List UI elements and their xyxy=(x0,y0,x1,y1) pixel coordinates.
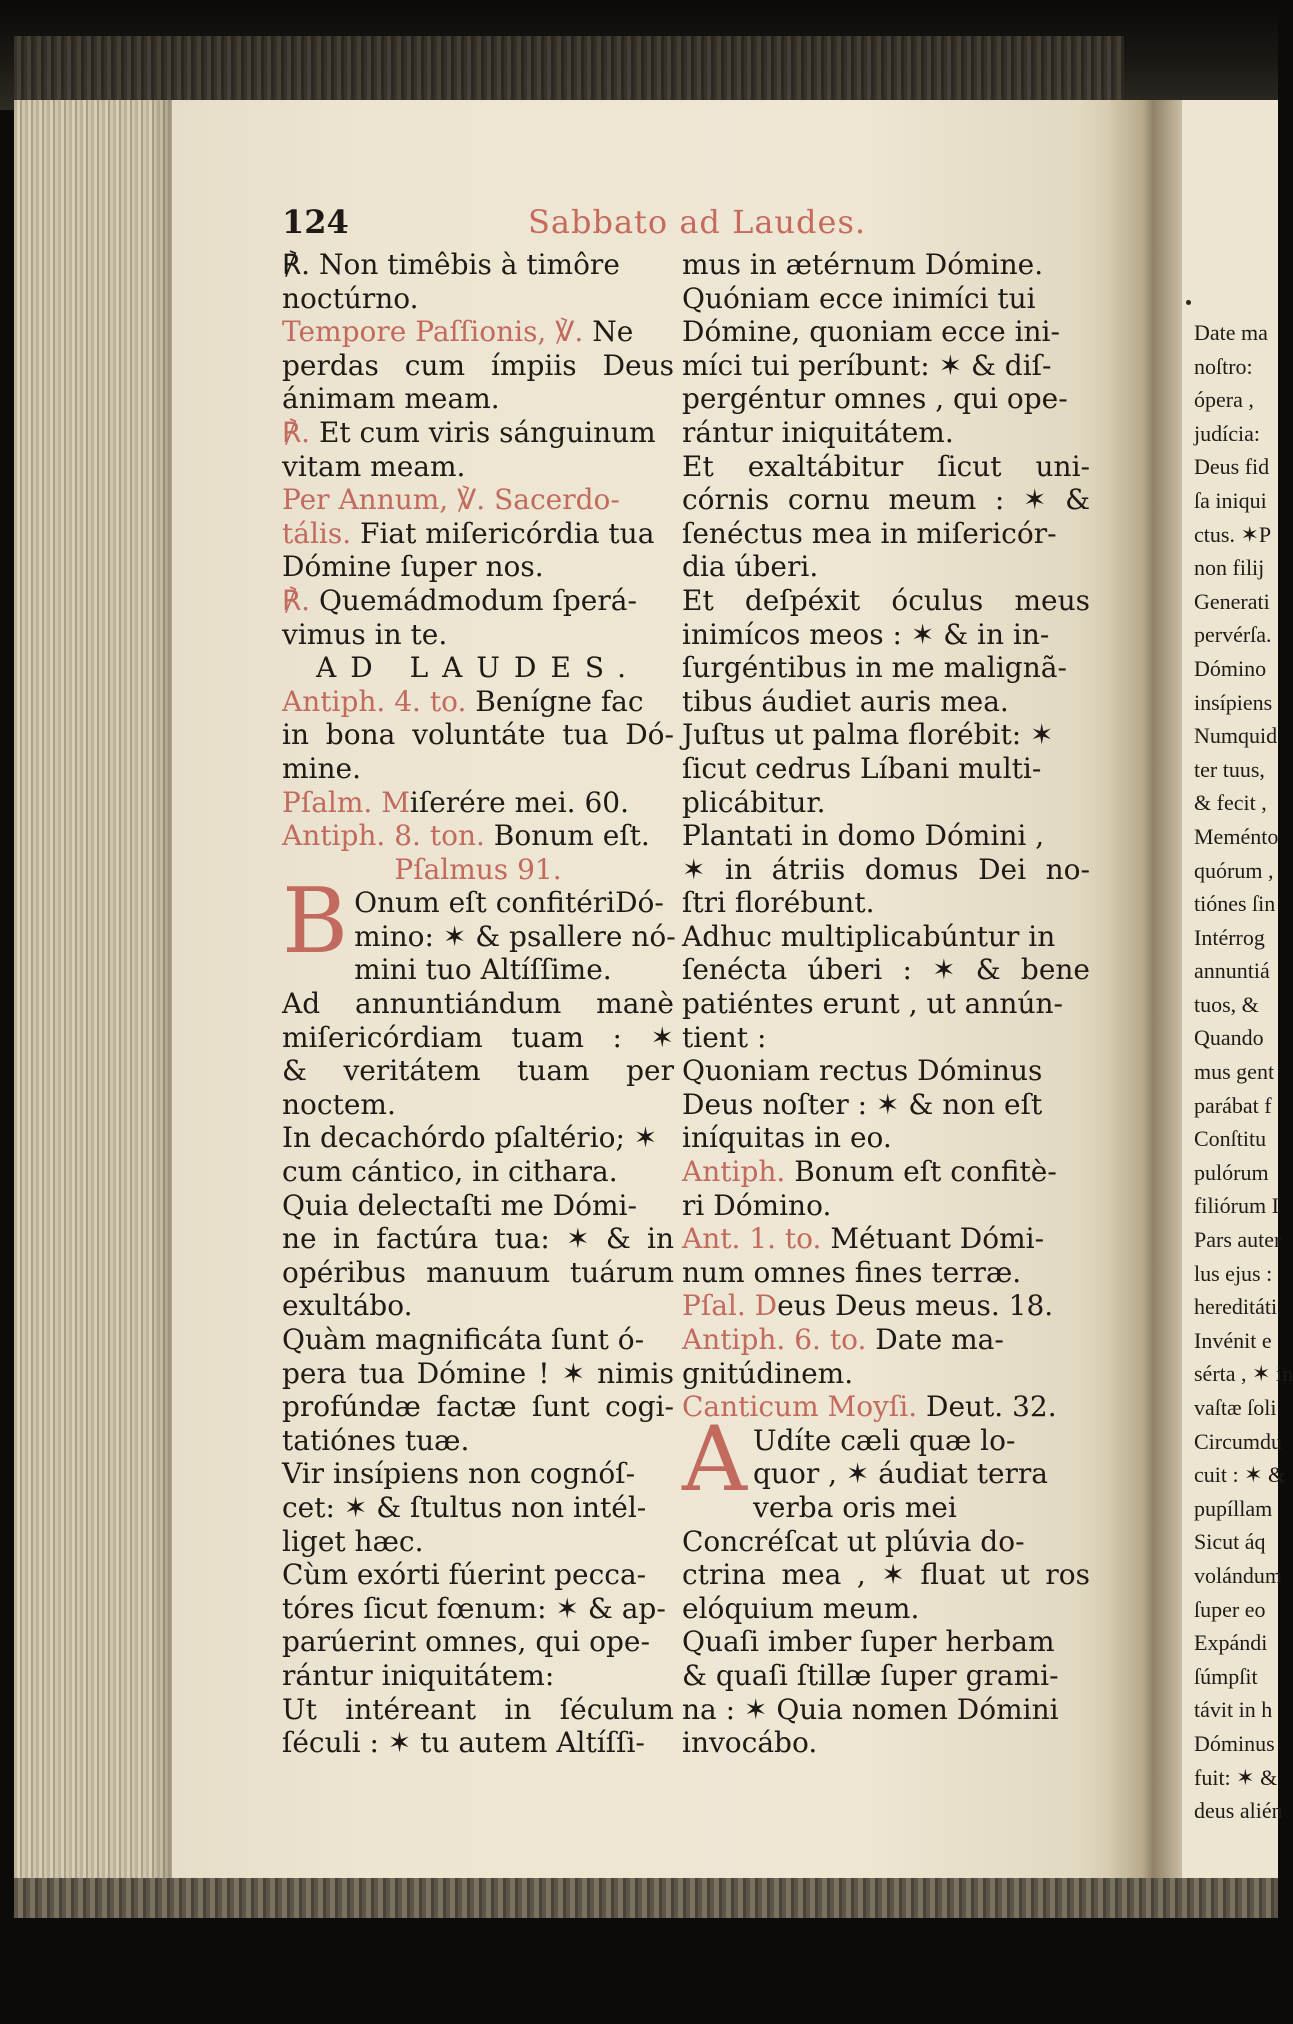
text-line: dia úberi. xyxy=(682,550,819,584)
text-line: liget hæc. xyxy=(282,1524,424,1558)
text-line xyxy=(682,1222,1090,1256)
text-line xyxy=(682,1323,1090,1357)
rubric-text: Antiph. 6. to. xyxy=(682,1323,867,1356)
text-line: profúndæ factæ ſunt cogi- xyxy=(282,1390,674,1424)
facing-page-line: cuit : ✶ & xyxy=(1194,1462,1286,1488)
text-line: Vir insípiens non cognóſ- xyxy=(282,1457,636,1491)
text-line: ſtri florébunt. xyxy=(682,886,875,920)
facing-page-line: tuos, & xyxy=(1194,991,1259,1017)
text-line: Dómine ſuper nos. xyxy=(282,550,544,584)
running-title: Sabbato ad Laudes. xyxy=(528,203,867,241)
facing-page-line: hereditáti xyxy=(1194,1294,1278,1320)
book-bottom-edge xyxy=(14,1878,1278,1918)
text-line: invocábo. xyxy=(682,1726,818,1760)
rubric-text: Antiph. 8. ton. xyxy=(282,819,485,853)
facing-page-line: deus alién xyxy=(1194,1798,1283,1824)
text-line: ne in factúra tua: ✶ & in xyxy=(282,1222,674,1256)
text-line: In decachórdo pſaltério; ✶ xyxy=(282,1121,658,1155)
text-line: in bona voluntáte tua Dó- xyxy=(282,718,674,752)
facing-page-line: Invénit e xyxy=(1194,1327,1272,1353)
text-line: rántur iniquitátem: xyxy=(282,1658,555,1692)
body-text: Fiat miſericórdia tua xyxy=(351,516,655,550)
facing-page-line: Intérrog xyxy=(1194,924,1265,950)
text-line xyxy=(282,315,674,349)
rubric-text: Canticum Moyſi. xyxy=(682,1390,918,1424)
facing-page-line: mus gent xyxy=(1194,1059,1275,1085)
body-text: iſerére mei. 60. xyxy=(409,785,629,819)
body-text: Ne xyxy=(583,315,634,349)
facing-page-line: insípiens xyxy=(1194,689,1273,715)
book-cover-edge xyxy=(14,36,1124,106)
text-line: quor , ✶ áudiat terra xyxy=(753,1457,1048,1491)
facing-page-line: filiórum I xyxy=(1194,1193,1279,1219)
facing-page-line: Quando xyxy=(1194,1025,1264,1051)
text-line: tóres ſicut fœnum: ✶ & ap- xyxy=(282,1591,666,1625)
text-line: num omnes fines terræ. xyxy=(682,1255,1022,1289)
drop-capital: A xyxy=(682,1406,747,1512)
facing-page-line: fuit: ✶ & xyxy=(1194,1764,1278,1790)
facing-page-line: Dóminus xyxy=(1194,1730,1275,1756)
text-line: ſéculi : ✶ tu autem Altíſſi- xyxy=(282,1726,645,1760)
facing-page-line: ſúmpſit xyxy=(1194,1663,1258,1689)
facing-page-line: Conſtitu xyxy=(1194,1126,1267,1152)
rubric-text: ℟. xyxy=(282,415,311,449)
facing-page xyxy=(1182,100,1293,1878)
text-line: Deus noſter : ✶ & non eſt xyxy=(682,1087,1043,1121)
text-line: vitam meam. xyxy=(282,449,466,483)
text-line: Ut intéreant in ſéculum xyxy=(282,1692,674,1726)
text-line: ſurgéntibus in me malignã- xyxy=(682,651,1067,685)
text-line: noctúrno. xyxy=(282,281,419,315)
facing-page-line: Date ma xyxy=(1194,320,1268,345)
page-header xyxy=(282,200,1122,244)
facing-page-line: quórum , xyxy=(1194,857,1274,883)
text-line: vimus in te. xyxy=(282,617,448,651)
right-text-column xyxy=(682,248,1090,1760)
text-line: córnis cornu meum : ✶ & xyxy=(682,483,1090,517)
facing-page-line: volándum xyxy=(1194,1562,1282,1588)
text-line: opéribus manuum tuárum xyxy=(282,1255,674,1289)
text-line: tibus áudiet auris mea. xyxy=(682,684,1009,718)
rubric-text: Pſalm. M xyxy=(282,785,410,819)
text-line: & veritátem tuam per xyxy=(282,1054,674,1088)
text-line xyxy=(682,1289,1090,1323)
text-line: Juſtus ut palma florébit: ✶ xyxy=(682,718,1054,752)
facing-page-line: ópera , xyxy=(1194,387,1254,413)
facing-page-line: annuntiá xyxy=(1194,958,1270,984)
facing-page-line: Pars auter xyxy=(1194,1227,1282,1253)
ink-spot xyxy=(1186,300,1191,305)
body-text: Quemádmodum ſperá- xyxy=(310,583,637,617)
body-text: Deut. 32. xyxy=(917,1390,1057,1424)
text-line xyxy=(282,786,674,820)
text-line: ánimam meam. xyxy=(282,382,500,416)
rubric-text: Antiph. 4. to. xyxy=(282,684,467,718)
body-text: Bonum eſt confitè- xyxy=(785,1155,1057,1189)
facing-page-line: Sicut áq xyxy=(1194,1529,1266,1555)
text-line: patiéntes erunt , ut annún- xyxy=(682,987,1063,1021)
text-line: tatiónes tuæ. xyxy=(282,1423,470,1457)
rubric-text: tális. xyxy=(282,516,352,550)
text-line: Quóniam ecce inimíci tui xyxy=(682,281,1036,315)
facing-page-line: pupíllam xyxy=(1194,1495,1273,1521)
facing-page-line: pulórum xyxy=(1194,1159,1269,1185)
book-gutter xyxy=(1110,100,1182,1878)
body-text: Bonum eſt. xyxy=(484,819,650,853)
rubric-text: ℟. xyxy=(282,583,311,617)
text-line: Per Annum, ℣. Sacerdo- xyxy=(282,483,620,517)
text-line: Ad annuntiándum manè xyxy=(282,987,674,1021)
text-line: na : ✶ Quia nomen Dómini xyxy=(682,1692,1059,1726)
facing-page-line: non filij xyxy=(1194,555,1265,581)
text-line xyxy=(282,416,674,450)
text-line xyxy=(682,1390,1090,1424)
facing-page-line: Expándi xyxy=(1194,1630,1268,1656)
text-line: míci tui períbunt: ✶ & diſ- xyxy=(682,348,1052,382)
text-line: Dómine, quoniam ecce ini- xyxy=(682,315,1060,349)
text-line: & quaſi ſtillæ ſuper grami- xyxy=(682,1658,1059,1692)
facing-page-line: judícia: xyxy=(1194,420,1260,446)
body-text: Udíte cæli quæ lo- xyxy=(753,1423,1016,1457)
facing-page-line: távit in h xyxy=(1194,1697,1273,1723)
body-text: Onum eſt confitériDó- xyxy=(354,886,664,920)
book-page xyxy=(172,100,1134,1878)
text-line: Quia delectaſti me Dómi- xyxy=(282,1188,637,1222)
facing-page-line: pervérſa. xyxy=(1194,622,1272,648)
text-line: Cùm exórti fúerint pecca- xyxy=(282,1558,647,1592)
text-line: plicábitur. xyxy=(682,785,826,819)
text-line: elóquium meum. xyxy=(682,1591,920,1625)
text-line: ſicut cedrus Líbani multi- xyxy=(682,751,1042,785)
text-line: Et deſpéxit óculus meus xyxy=(682,583,1090,617)
left-text-column xyxy=(282,248,674,1760)
facing-page-line: noſtro: xyxy=(1194,353,1253,379)
text-line xyxy=(282,584,674,618)
facing-page-line: & fecit , xyxy=(1194,790,1267,816)
text-line: mino: ✶ & psallere nó- xyxy=(354,919,676,953)
text-line xyxy=(282,517,674,551)
facing-page-column xyxy=(1194,316,1293,1828)
body-text: Benígne fac xyxy=(466,684,644,718)
rubric-text: Tempore Paſſionis, ℣. xyxy=(282,315,584,349)
page-number: 124 xyxy=(282,203,349,241)
text-line: miſericórdiam tuam : ✶ xyxy=(282,1020,674,1054)
page-block-fore-edge xyxy=(14,100,172,1880)
text-line: exultábo. xyxy=(282,1289,413,1323)
rubric-text: Antiph. xyxy=(682,1155,786,1189)
text-line xyxy=(282,685,674,719)
text-line: Plantati in domo Dómini , xyxy=(682,819,1045,853)
text-line: mine. xyxy=(282,751,362,785)
text-line: Quoniam rectus Dóminus xyxy=(682,1054,1043,1088)
text-line: pergéntur omnes , qui ope- xyxy=(682,382,1068,416)
text-line: Quàm magnificáta ſunt ó- xyxy=(282,1323,645,1356)
facing-page-line: Meménto xyxy=(1194,823,1279,849)
text-line: ſenécta úberi : ✶ & bene xyxy=(682,953,1090,987)
drop-capital: B xyxy=(282,869,349,975)
rubric-text: Pſal. D xyxy=(682,1289,778,1323)
body-text: Et cum viris sánguinum xyxy=(310,415,656,449)
text-line: parúerint omnes, qui ope- xyxy=(282,1625,650,1659)
text-line: cet: ✶ & ſtultus non intél- xyxy=(282,1490,647,1524)
text-line: ✶ in átriis domus Dei no- xyxy=(682,852,1090,886)
text-line: verba oris mei xyxy=(753,1490,957,1524)
facing-page-line: sérta , ✶ in xyxy=(1194,1361,1293,1387)
body-text: eus Deus meus. 18. xyxy=(777,1289,1054,1323)
facing-page-line: parábat f xyxy=(1194,1092,1272,1118)
text-line: iníquitas in eo. xyxy=(682,1121,892,1155)
text-line: AD LAUDES. xyxy=(316,651,640,685)
text-line: ctrina mea , ✶ fluat ut ros xyxy=(682,1558,1090,1592)
facing-page-line: Numquid xyxy=(1194,723,1278,749)
text-line: Adhuc multiplicabúntur in xyxy=(682,919,1056,953)
text-line: Pſalmus 91. xyxy=(394,852,562,886)
text-line: noctem. xyxy=(282,1087,396,1121)
text-line: Et exaltábitur ſicut uni- xyxy=(682,449,1090,483)
facing-page-line: ctus. ✶P xyxy=(1194,521,1272,547)
rubric-text: Ant. 1. to. xyxy=(682,1222,822,1256)
text-line: Quaſi imber ſuper herbam xyxy=(682,1625,1055,1659)
text-line: mini tuo Altíſſime. xyxy=(354,953,612,987)
text-line: tient : xyxy=(682,1020,767,1054)
facing-page-line: tiónes ſin xyxy=(1194,891,1276,917)
text-line xyxy=(282,819,674,853)
text-line: Concréſcat ut plúvia do- xyxy=(682,1524,1025,1558)
facing-page-line: ſuper eo xyxy=(1194,1596,1266,1622)
facing-page-line: Dómino xyxy=(1194,655,1267,681)
facing-page-line: vaſtæ ſoli xyxy=(1194,1395,1277,1420)
body-text: Date ma- xyxy=(866,1323,1004,1356)
text-line: mus in ætérnum Dómine. xyxy=(682,248,1044,281)
facing-page-line: Generati xyxy=(1194,588,1270,614)
text-line: perdas cum ímpiis Deus xyxy=(282,348,674,382)
text-line xyxy=(682,1155,1090,1189)
text-line: gnitúdinem. xyxy=(682,1356,854,1390)
facing-page-line: Circumdu xyxy=(1194,1428,1282,1454)
facing-page-line: ter tuus, xyxy=(1194,756,1265,782)
text-line: ſenéctus mea in miſericór- xyxy=(682,516,1057,550)
text-line: ri Dómino. xyxy=(682,1188,832,1222)
facing-page-line: ſa iniqui xyxy=(1194,487,1267,513)
facing-page-line: Deus fid xyxy=(1194,454,1270,480)
facing-page-line: lus ejus : xyxy=(1194,1260,1273,1286)
text-line: inimícos meos : ✶ & in in- xyxy=(682,617,1050,651)
text-line: pera tua Dómine ! ✶ nimis xyxy=(282,1356,674,1390)
text-line: rántur iniquitátem. xyxy=(682,415,954,449)
body-text: Métuant Dómi- xyxy=(821,1222,1045,1256)
text-line: cum cántico, in cithara. xyxy=(282,1155,618,1189)
text-line: ℟. Non timêbis à timôre xyxy=(282,248,620,281)
